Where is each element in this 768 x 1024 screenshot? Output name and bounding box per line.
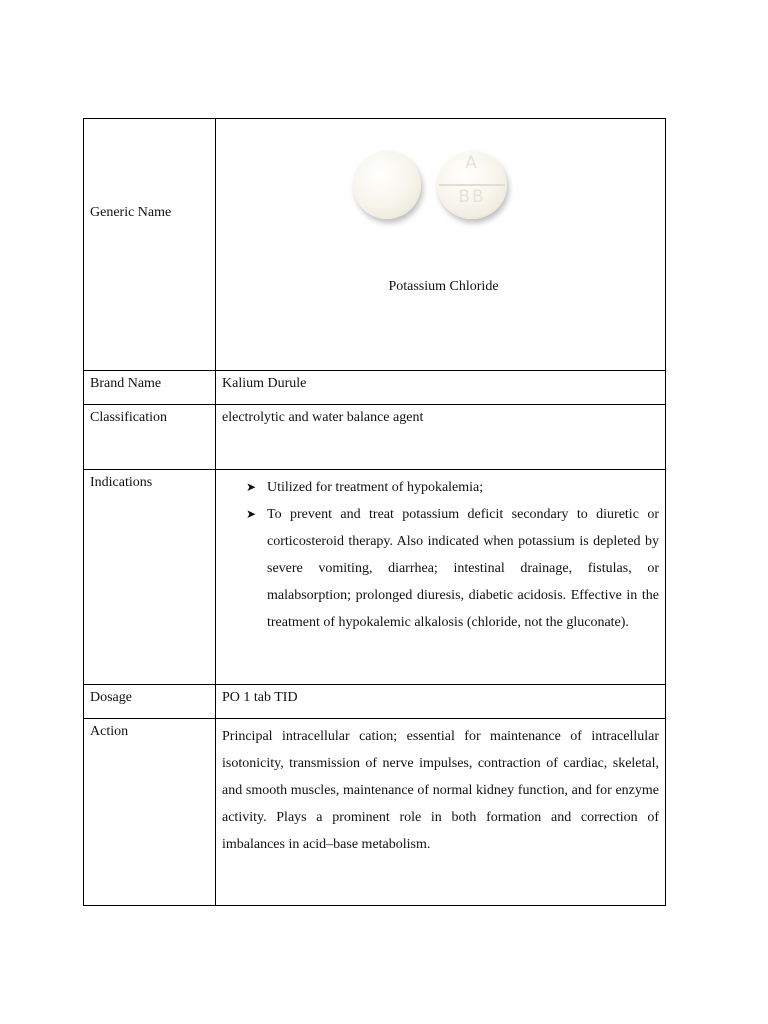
tablet-imprint-top: A [465, 153, 479, 173]
row-brand-name [84, 371, 666, 405]
scored-tablet [437, 151, 507, 219]
tablet-image [222, 119, 659, 269]
list-item: ➤ Utilized for treatment of hypokalemia; [222, 474, 659, 501]
generic-name-label: Generic Name [84, 119, 216, 371]
brand-name-label: Brand Name [84, 371, 216, 405]
row-classification [84, 405, 666, 470]
indications-list [222, 474, 659, 636]
brand-name-value: Kalium Durule [216, 371, 666, 405]
classification-value: electrolytic and water balance agent [216, 405, 666, 470]
plain-tablet [353, 151, 421, 219]
generic-name-caption: Potassium Chloride [388, 279, 499, 294]
tablet-imprint-bottom: BB [458, 187, 486, 207]
classification-label: Classification [84, 405, 216, 470]
tablet-score-line [439, 184, 505, 186]
indications-value [216, 470, 666, 685]
list-item: ➤ To prevent and treat potassium deficit secondary to diuretic or corticosteroid therapy. Also indicated when potassium is depleted by severe vomiting, diarrhea; intestinal drainage, fistulas, or malabsorption; prolonged diuresis, diabetic acidosis. Effective in the treatment of hypokalemic alkalosis (chloride, not the gluconate). [222, 501, 659, 636]
action-label: Action [84, 719, 216, 906]
drug-info-table [83, 118, 666, 906]
dosage-label: Dosage [84, 685, 216, 719]
generic-name-cell [216, 119, 666, 371]
row-generic-name [84, 119, 666, 371]
row-indications [84, 470, 666, 685]
indications-label: Indications [84, 470, 216, 685]
row-dosage [84, 685, 666, 719]
row-action [84, 719, 666, 906]
action-value: Principal intracellular cation; essential for maintenance of intracellular isotonicity, transmission of nerve impulses, contraction of cardiac, skeletal, and smooth muscles, maintenance of normal kidney function, and for enzyme activity. Plays a prominent role in both formation and correction of imbalances in acid–base metabolism. [216, 719, 666, 906]
arrowhead-bullet-icon: ➤ [246, 480, 257, 494]
arrowhead-bullet-icon: ➤ [246, 507, 257, 521]
dosage-value: PO 1 tab TID [216, 685, 666, 719]
